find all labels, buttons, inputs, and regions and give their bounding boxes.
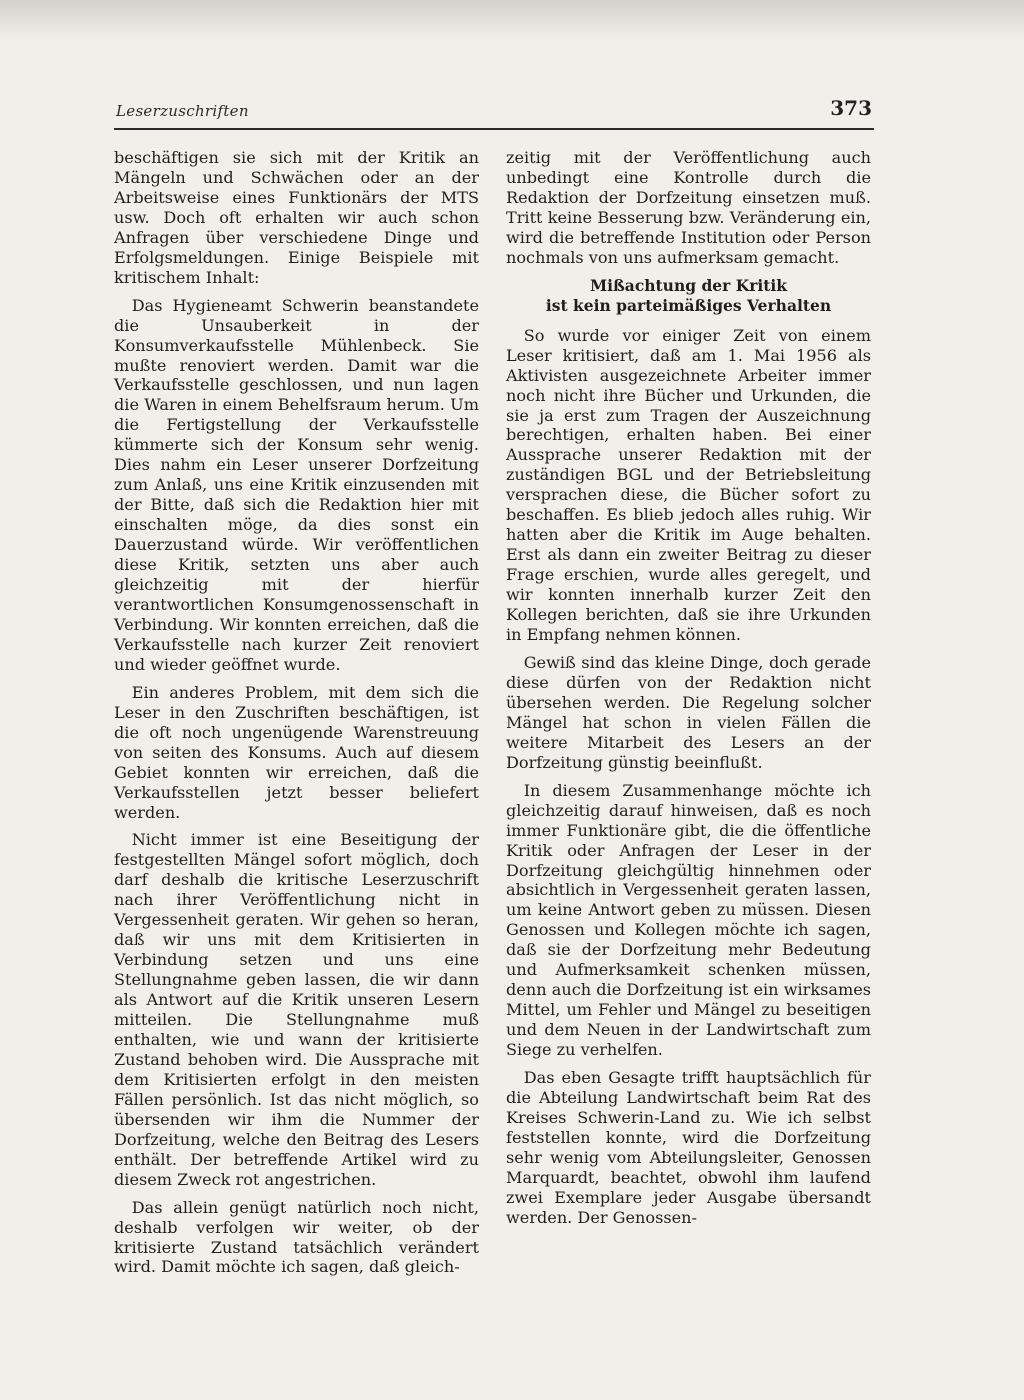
- page-number: 373: [830, 96, 872, 120]
- paragraph: So wurde vor einiger Zeit von einem Leser kritisiert, daß am 1. Mai 1956 als Aktivisten ausgezeichnete Arbeiter immer noch nicht ihre Bücher und Urkunden, die sie ja erst zum Tragen der Auszeichnung berechtigen, erhalten haben. Bei einer Aussprache unserer Redaktion mit der zuständigen BGL und der Betriebsleitung versprachen diese, die Bücher sofort zu beschaffen. Es blieb jedoch alles ruhig. Wir hatten aber die Kritik im Auge behalten. Erst als dann ein zweiter Beitrag zu dieser Frage erschien, wurde alles geregelt, und wir konnten innerhalb kurzer Zeit den Kollegen berichten, daß sie ihre Urkunden in Empfang nehmen können.: [506, 325, 871, 645]
- section-heading: [506, 276, 871, 316]
- paragraph: zeitig mit der Veröffentlichung auch unbedingt eine Kontrolle durch die Redaktion der Dorfzeitung einsetzen muß. Tritt keine Besserung bzw. Veränderung ein, wird die betreffende Institution oder Person nochmals von uns aufmerksam gemacht.: [506, 148, 871, 267]
- right-column: [506, 148, 871, 1236]
- paragraph: Nicht immer ist eine Beseitigung der festgestellten Mängel sofort möglich, doch darf deshalb die kritische Leserzuschrift nach ihrer Veröffentlichung nicht in Vergessenheit geraten. Wir gehen so heran, daß wir uns mit dem Kritisierten in Verbindung setzen und uns eine Stellungnahme geben lassen, die wir dann als Antwort auf die Kritik unseren Lesern mitteilen. Die Stellungnahme muß enthalten, wie und wann der kritisierte Zustand behoben wird. Die Aussprache mit dem Kritisierten erfolgt in den meisten Fällen persönlich. Ist das nicht möglich, so übersenden wir ihm die Nummer der Dorfzeitung, welche den Beitrag des Lesers enthält. Der betreffende Artikel wird zu diesem Zweck rot angestrichen.: [114, 830, 479, 1189]
- paragraph: In diesem Zusammenhange möchte ich gleichzeitig darauf hinweisen, daß es noch immer Funktionäre gibt, die die öffentliche Kritik oder Anfragen der Leser in der Dorfzeitung gleichgültig hinnehmen oder absichtlich in Vergessenheit geraten lassen, um keine Antwort geben zu müssen. Diesen Genossen und Kollegen möchte ich sagen, daß sie der Dorfzeitung mehr Bedeutung und Aufmerksamkeit schenken müssen, denn auch die Dorfzeitung ist ein wirksames Mittel, um Fehler und Mängel zu beseitigen und dem Neuen in der Landwirtschaft zum Siege zu verhelfen.: [506, 780, 871, 1060]
- paragraph: Das allein genügt natürlich noch nicht, deshalb verfolgen wir weiter, ob der kritisierte Zustand tatsächlich verändert wird. Damit möchte ich sagen, daß gleich-: [114, 1197, 479, 1277]
- paragraph: Gewiß sind das kleine Dinge, doch gerade diese dürfen von der Redaktion nicht übersehen werden. Die Regelung solcher Mängel hat schon in vielen Fällen die weitere Mitarbeit des Lesers an der Dorfzeitung günstig beeinflußt.: [506, 652, 871, 772]
- paragraph: Das eben Gesagte trifft hauptsächlich für die Abteilung Landwirtschaft beim Rat des Kreises Schwerin-Land zu. Wie ich selbst feststellen konnte, wird die Dorfzeitung sehr wenig vom Abteilungsleiter, Genossen Marquardt, beachtet, obwohl ihm laufend zwei Exemplare jeder Ausgabe übersandt werden. Der Genossen-: [506, 1068, 871, 1227]
- page-header: [116, 96, 872, 136]
- paragraph: beschäftigen sie sich mit der Kritik an Mängeln und Schwächen oder an der Arbeitsweise eines Funktionärs der MTS usw. Doch oft erhalten wir auch schon Anfragen über verschiedene Dinge und Erfolgsmeldungen. Einige Beispiele mit kritischem Inhalt:: [114, 148, 479, 287]
- section-heading-line: ist kein parteimäßiges Verhalten: [545, 295, 832, 315]
- paragraph: Das Hygieneamt Schwerin beanstandete die Unsauberkeit in der Konsumverkaufsstelle Mühlenbeck. Sie mußte renoviert werden. Damit war die Verkaufsstelle geschlossen, und nun lagen die Waren in einem Behelfsraum herum. Um die Fertigstellung der Verkaufsstelle kümmerte sich der Konsum sehr wenig. Dies nahm ein Leser unserer Dorfzeitung zum Anlaß, uns eine Kritik einzusenden mit der Bitte, daß sich die Redaktion hier mit einschalten möge, da dies sonst ein Dauerzustand würde. Wir veröffentlichen diese Kritik, setzten uns aber auch gleichzeitig mit der hierfür verantwortlichen Konsumgenossenschaft in Verbindung. Wir konnten erreichen, daß die Verkaufsstelle nach kurzer Zeit renoviert und wieder geöffnet wurde.: [114, 295, 479, 674]
- running-head: Leserzuschriften: [116, 102, 249, 120]
- left-column: [114, 148, 479, 1285]
- scan-edge-shadow: [0, 0, 1024, 40]
- paragraph: Ein anderes Problem, mit dem sich die Leser in den Zuschriften beschäftigen, ist die oft noch ungenügende Warenstreuung von seiten des Konsums. Auch auf diesem Gebiet konnten wir erreichen, daß die Verkaufsstellen jetzt besser beliefert werden.: [114, 682, 479, 822]
- header-rule: [114, 128, 874, 130]
- section-heading-line: Mißachtung der Kritik: [589, 275, 788, 295]
